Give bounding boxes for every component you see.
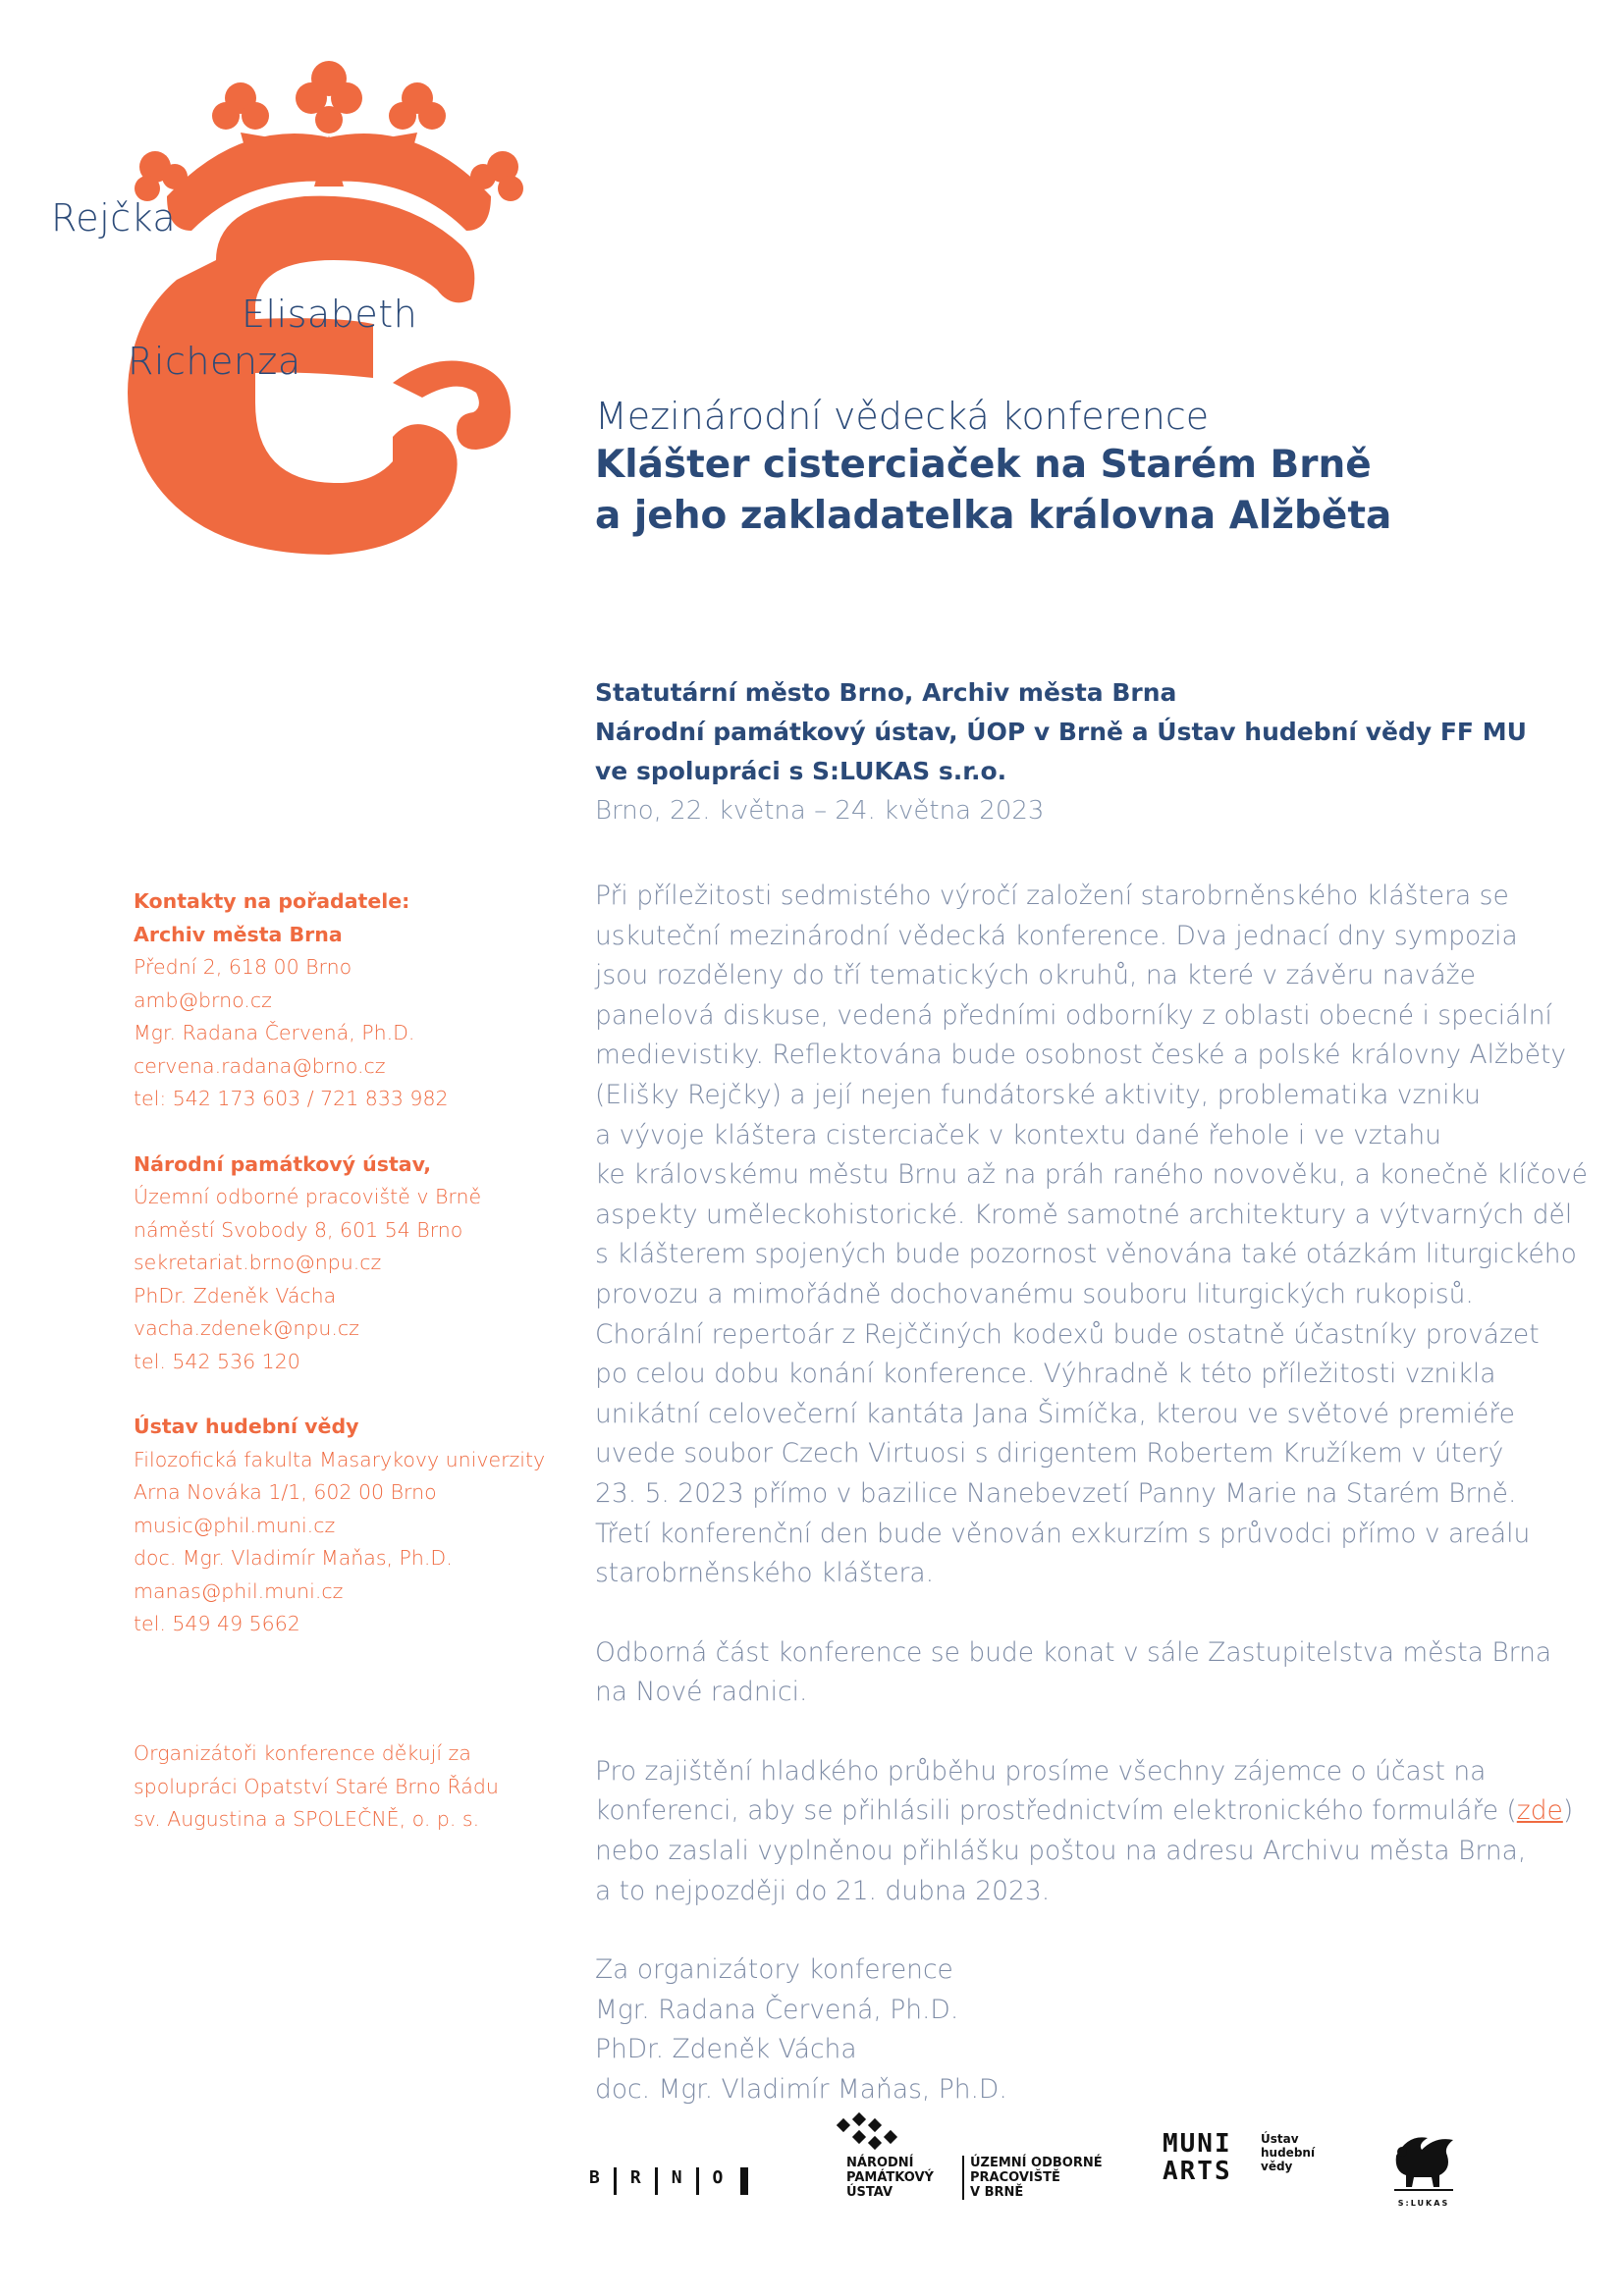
conference-title-line-1: Klášter cisterciaček na Starém Brně <box>595 443 1372 487</box>
contact-email[interactable]: amb@brno.cz <box>134 988 272 1012</box>
muni-institute-line: hudební <box>1261 2146 1316 2160</box>
contact-group <box>134 1148 556 1379</box>
body-line: uskuteční mezinárodní vědecká konference. Dva jednací dny sympozia <box>595 920 1518 951</box>
brno-logo <box>589 2167 748 2195</box>
muni-institute-line: Ústav <box>1261 2132 1299 2146</box>
contact-group <box>134 1411 556 1641</box>
body-line: po celou dobu konání konference. Výhradně k této příležitosti vznikla <box>595 1359 1496 1390</box>
contact-phone: tel. 542 536 120 <box>134 1349 300 1373</box>
body-line: starobrněnského kláštera. <box>595 1558 935 1589</box>
conference-title-line-2: a jeho zakladatelka královna Alžběta <box>595 494 1392 538</box>
body-paragraph-3 <box>595 1752 1574 1911</box>
npu-branch-line: PRACOVIŠTĚ <box>970 2170 1060 2185</box>
body-line: (Elišky Rejčky) a její nejen fundátorské aktivity, problematika vzniku <box>595 1079 1481 1110</box>
muni-institute <box>1261 2132 1315 2173</box>
body-line: medievistiky. Reflektována bude osobnost české a polské královny Alžběty <box>595 1040 1567 1071</box>
conference-kicker: Mezinárodní vědecká konference <box>595 395 1210 438</box>
logo-word-1: Rejčka <box>51 196 177 240</box>
body-line: Při příležitosti sedmistého výročí založení starobrněnského kláštera se <box>595 881 1509 911</box>
contact-phone: tel: 542 173 603 / 721 833 982 <box>134 1087 449 1110</box>
contact-email[interactable]: cervena.radana@brno.cz <box>134 1053 386 1078</box>
brno-letter: R <box>629 2167 641 2188</box>
contact-line: Přední 2, 618 00 Brno <box>134 955 352 979</box>
brno-letter: N <box>671 2167 682 2188</box>
contact-group <box>134 919 556 1116</box>
signature-line: Za organizátory konference <box>595 1954 953 1986</box>
npu-name-line: NÁRODNÍ <box>846 2156 914 2170</box>
npu-name-line: ÚSTAV <box>846 2185 893 2200</box>
body-line: na Nové radnici. <box>595 1677 808 1708</box>
muni-institute-line: vědy <box>1261 2160 1293 2173</box>
body-line: s klášterem spojených bude pozornost věnována také otázkám liturgického <box>595 1239 1577 1270</box>
thanks-line: spolupráci Opatství Staré Brno Řádu <box>134 1774 499 1798</box>
contact-line: Územní odborné pracoviště v Brně <box>134 1185 482 1208</box>
body-line: aspekty uměleckohistorické. Kromě samotné architektury a výtvarných děl <box>595 1199 1573 1230</box>
contact-email[interactable]: music@phil.muni.cz <box>134 1513 336 1537</box>
winged-bull-icon <box>1388 2126 1459 2195</box>
signature-line: doc. Mgr. Vladimír Maňas, Ph.D. <box>595 2074 1007 2106</box>
contact-line: náměstí Svobody 8, 601 54 Brno <box>134 1217 463 1242</box>
contact-email[interactable]: manas@phil.muni.cz <box>134 1578 344 1603</box>
arts-word: ARTS <box>1163 2157 1232 2186</box>
npu-name <box>846 2156 934 2200</box>
npu-branch <box>962 2156 1103 2200</box>
body-line-start: konferenci, aby se přihlásili prostřednictvím elektronického formuláře ( <box>595 1795 1517 1827</box>
body-line: a to nejpozději do 21. dubna 2023. <box>595 1875 1051 1906</box>
contact-phone: tel. 549 49 5662 <box>134 1612 300 1635</box>
body-paragraph-1 <box>595 877 1588 1594</box>
slukas-wordmark: S:LUKAS <box>1397 2199 1450 2208</box>
contact-group-name: Ústav hudební vědy <box>134 1415 359 1438</box>
npu-mark-icon <box>837 2110 905 2160</box>
brno-letter: B <box>589 2167 600 2188</box>
brno-letter: O <box>712 2167 724 2188</box>
body-line: jsou rozděleny do tří tematických okruhů, na které v závěru naváže <box>595 960 1476 991</box>
organizers-block <box>595 673 1577 830</box>
body-line: Pro zajištění hladkého průběhu prosíme všechny zájemce o účast na <box>595 1755 1487 1787</box>
contact-line: doc. Mgr. Vladimír Maňas, Ph.D. <box>134 1546 453 1570</box>
signature-block <box>595 1950 1538 2109</box>
organizer-line: ve spolupráci s S:LUKAS s.r.o. <box>595 757 1007 785</box>
thanks-note <box>134 1737 556 1837</box>
thanks-line: Organizátoři konference děkují za <box>134 1741 471 1765</box>
conference-date: Brno, 22. května – 24. května 2023 <box>595 796 1045 826</box>
thanks-line: sv. Augustina a SPOLEČNĚ, o. p. s. <box>134 1807 480 1831</box>
organizer-line: Statutární město Brno, Archiv města Brna <box>595 678 1177 707</box>
body-line: panelová diskuse, vedená předními odborníky z oblasti obecné i speciální <box>595 999 1552 1031</box>
contact-line: Mgr. Radana Červená, Ph.D. <box>134 1021 415 1044</box>
signature-line: Mgr. Radana Červená, Ph.D. <box>595 1994 959 2025</box>
slukas-logo <box>1388 2126 1459 2208</box>
contacts-heading: Kontakty na pořadatele: <box>134 889 410 913</box>
contact-line: Filozofická fakulta Masarykovy univerzity <box>134 1447 546 1471</box>
contacts-sidebar <box>134 885 556 1674</box>
conference-title-block <box>595 393 1577 542</box>
npu-logo <box>837 2110 1103 2200</box>
npu-name-line: PAMÁTKOVÝ <box>846 2170 934 2185</box>
muni-word: MUNI <box>1163 2129 1232 2159</box>
contact-email[interactable]: sekretariat.brno@npu.cz <box>134 1251 382 1274</box>
body-line: nebo zaslali vyplněnou přihlášku poštou na adresu Archivu města Brna, <box>595 1836 1527 1867</box>
body-line: provozu a mimořádně dochovanému souboru liturgických rukopisů. <box>595 1278 1474 1309</box>
invitation-body <box>595 877 1588 2150</box>
body-line: a vývoje kláštera cisterciaček v kontextu dané řehole i ve vztahu <box>595 1119 1441 1150</box>
muni-arts-logo <box>1163 2129 1316 2186</box>
body-line: Odborná část konference se bude konat v sále Zastupitelstva města Brna <box>595 1636 1552 1668</box>
contact-email[interactable]: vacha.zdenek@npu.cz <box>134 1316 359 1340</box>
logo-word-3: Richenza <box>128 340 301 383</box>
body-line: Chorální repertoár z Rejččiných kodexů bude ostatně účastníky provázet <box>595 1318 1540 1350</box>
signature-line: PhDr. Zdeněk Vácha <box>595 2034 857 2065</box>
registration-form-link[interactable]: zde <box>1516 1795 1563 1827</box>
conference-logo <box>51 59 569 569</box>
body-line: ke královskému městu Brnu až na práh raného novověku, a konečně klíčové <box>595 1159 1588 1191</box>
logo-word-2: Elisabeth <box>242 293 418 336</box>
contact-group-name: Archiv města Brna <box>134 922 343 946</box>
body-line: unikátní celovečerní kantáta Jana Šimíčka, kterou ve světové premiéře <box>595 1398 1515 1429</box>
npu-branch-line: V BRNĚ <box>970 2185 1024 2200</box>
organizer-line: Národní památkový ústav, ÚOP v Brně a Ústav hudební vědy FF MU <box>595 718 1527 746</box>
npu-branch-line: ÚZEMNÍ ODBORNÉ <box>970 2156 1103 2170</box>
partner-logos <box>589 2110 1571 2228</box>
body-line: Třetí konferenční den bude věnován exkurzím s průvodci přímo v areálu <box>595 1518 1531 1549</box>
contact-group-name: Národní památkový ústav, <box>134 1151 432 1176</box>
body-line-end: ) <box>1562 1795 1574 1827</box>
body-line <box>595 1791 1574 1832</box>
body-line: uvede soubor Czech Virtuosi s dirigentem Robertem Kružíkem v úterý <box>595 1438 1504 1469</box>
body-paragraph-2 <box>595 1633 1552 1713</box>
body-line: 23. 5. 2023 přímo v bazilice Nanebevzetí Panny Marie na Starém Brně. <box>595 1477 1517 1509</box>
contact-line: PhDr. Zdeněk Vácha <box>134 1283 337 1308</box>
contact-line: Arna Nováka 1/1, 602 00 Brno <box>134 1480 437 1504</box>
